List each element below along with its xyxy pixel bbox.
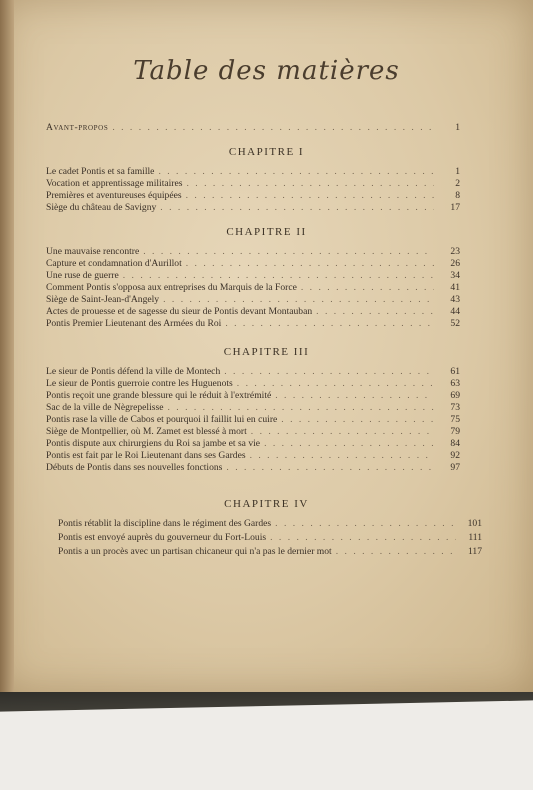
entry-text: Une mauvaise rencontre xyxy=(46,246,140,257)
entry-page: 79 xyxy=(450,426,460,437)
entry-text: Siège du château de Savigny xyxy=(46,202,157,213)
entry-text: Sac de la ville de Nègrepelisse xyxy=(46,402,164,413)
leader-dots xyxy=(281,414,434,425)
entry-page: 26 xyxy=(450,258,460,269)
chapter-heading: CHAPITRE II xyxy=(226,226,307,238)
entry-page: 101 xyxy=(467,518,482,529)
toc-entry xyxy=(46,306,460,318)
entry-text: Le sieur de Pontis guerroie contre les Huguenots xyxy=(46,378,233,389)
leader-dots xyxy=(167,402,434,413)
entry-text: Pontis rase la ville de Cabos et pourquoi il faillit lui en cuire xyxy=(46,414,278,425)
chapter-heading: CHAPITRE III xyxy=(223,346,310,358)
page-title: Table des matières xyxy=(133,56,400,86)
entry-page: 61 xyxy=(450,366,460,377)
entry-text: Débuts de Pontis dans ses nouvelles fonctions xyxy=(46,462,223,473)
leader-dots xyxy=(250,450,434,461)
entry-page: 44 xyxy=(450,306,460,317)
toc-entry xyxy=(46,270,460,282)
leader-dots xyxy=(270,532,456,543)
leader-dots xyxy=(158,166,434,177)
leader-dots xyxy=(187,178,435,189)
entry-page: 2 xyxy=(455,178,460,189)
entry-text: Premières et aventureuses équipées xyxy=(46,190,182,201)
chapter-heading: CHAPITRE I xyxy=(228,146,305,158)
toc-entry xyxy=(46,178,460,190)
leader-dots xyxy=(237,378,434,389)
toc-entry xyxy=(46,402,460,414)
entry-text: Capture et condamnation d'Aurillot xyxy=(46,258,182,269)
entry-page: 17 xyxy=(450,202,460,213)
toc-entry xyxy=(46,414,460,426)
entry-text: Siège de Montpellier, où M. Zamet est blessé à mort xyxy=(46,426,247,437)
entry-page: 1 xyxy=(455,166,460,177)
entry-page: 63 xyxy=(450,378,460,389)
entry-text: Pontis reçoit une grande blessure qui le réduit à l'extrémité xyxy=(46,390,272,401)
entry-text: Pontis a un procès avec un partisan chicaneur qui n'a pas le dernier mot xyxy=(58,546,332,557)
toc-entry xyxy=(46,258,460,270)
entry-page: 8 xyxy=(455,190,460,201)
entry-text: Pontis rétablit la discipline dans le régiment des Gardes xyxy=(58,518,272,529)
toc-entry xyxy=(46,390,460,402)
entry-text: Siège de Saint-Jean-d'Angely xyxy=(46,294,160,305)
entry-text: Comment Pontis s'opposa aux entreprises du Marquis de la Force xyxy=(46,282,297,293)
entry-page: 23 xyxy=(450,246,460,257)
toc-entry xyxy=(58,518,482,530)
chapter-heading: CHAPITRE IV xyxy=(224,498,309,510)
entry-page: 84 xyxy=(450,438,460,449)
entry-text: Pontis Premier Lieutenant des Armées du Roi xyxy=(46,318,222,329)
leader-dots xyxy=(316,306,434,317)
leader-dots xyxy=(264,438,434,449)
toc-entry-avant-propos xyxy=(46,122,460,134)
toc-entry xyxy=(46,426,460,438)
toc-entry xyxy=(46,282,460,294)
entry-page: 69 xyxy=(450,390,460,401)
leader-dots xyxy=(251,426,434,437)
entry-page: 117 xyxy=(467,546,482,557)
entry-page: 73 xyxy=(450,402,460,413)
toc-entry xyxy=(46,166,460,178)
toc-entry xyxy=(46,190,460,202)
entry-text: Pontis dispute aux chirurgiens du Roi sa jambe et sa vie xyxy=(46,438,261,449)
entry-text: Le cadet Pontis et sa famille xyxy=(46,166,155,177)
leader-dots xyxy=(160,202,434,213)
entry-page: 34 xyxy=(450,270,460,281)
toc-entry xyxy=(46,450,460,462)
entry-text: Actes de prouesse et de sagesse du sieur de Pontis devant Montauban xyxy=(46,306,313,317)
toc-entry xyxy=(46,462,460,474)
leader-dots xyxy=(336,546,456,557)
toc-entry xyxy=(46,378,460,390)
entry-page: 75 xyxy=(450,414,460,425)
leader-dots xyxy=(143,246,434,257)
leader-dots xyxy=(163,294,434,305)
entry-page: 1 xyxy=(455,122,460,133)
entry-text: Pontis est envoyé auprès du gouverneur du Fort-Louis xyxy=(58,532,267,543)
entry-text: Pontis est fait par le Roi Lieutenant dans ses Gardes xyxy=(46,450,246,461)
entry-page: 92 xyxy=(450,450,460,461)
leader-dots xyxy=(225,318,434,329)
entry-page: 43 xyxy=(450,294,460,305)
entry-page: 97 xyxy=(450,462,460,473)
leader-dots xyxy=(226,462,434,473)
table-surface xyxy=(0,700,533,790)
entry-page: 52 xyxy=(450,318,460,329)
leader-dots xyxy=(224,366,434,377)
toc-entry xyxy=(46,246,460,258)
leader-dots xyxy=(275,518,456,529)
leader-dots xyxy=(186,258,434,269)
entry-page: 41 xyxy=(450,282,460,293)
toc-entry xyxy=(46,366,460,378)
toc-entry xyxy=(46,318,460,330)
entry-text: Vocation et apprentissage militaires xyxy=(46,178,183,189)
leader-dots xyxy=(123,270,434,281)
entry-text: Une ruse de guerre xyxy=(46,270,119,281)
leader-dots xyxy=(275,390,434,401)
toc-entry xyxy=(58,532,482,544)
leader-dots xyxy=(301,282,434,293)
toc-entry xyxy=(46,294,460,306)
toc-entry xyxy=(58,546,482,558)
entry-text: Avant-propos xyxy=(46,122,109,133)
leader-dots xyxy=(186,190,434,201)
entry-text: Le sieur de Pontis défend la ville de Montech xyxy=(46,366,221,377)
toc-entry xyxy=(46,202,460,214)
leader-dots xyxy=(112,122,434,133)
entry-page: 111 xyxy=(468,532,482,543)
toc-entry xyxy=(46,438,460,450)
